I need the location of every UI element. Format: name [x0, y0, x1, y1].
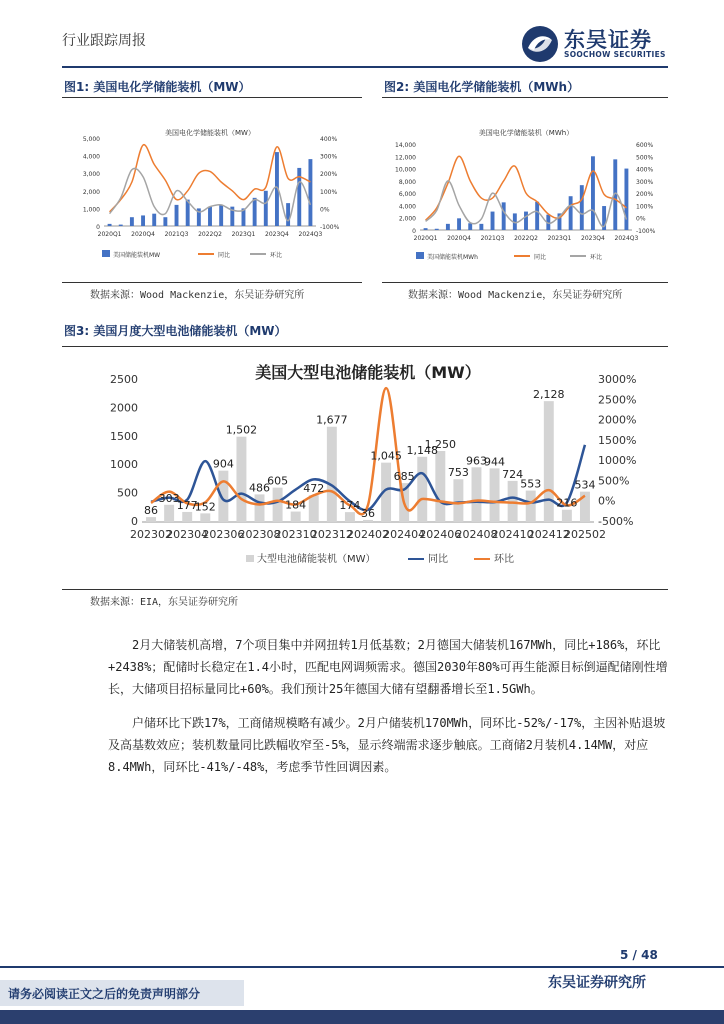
- y2-tick-label: 400%: [636, 166, 654, 174]
- paragraph-large-storage: 2月大储装机高增，7个项目集中并网扭转1月低基数；2月德国大储装机167MWh，同比+186%，环比+2438%；配储时长稳定在1.4小时，匹配电网调频需求。德国2030年80%可再生能源目标倒逼配储刚性增长，大储项目招标量同比+60%。我们预计25年德国大储有望翻番增长至1.5GWh。: [108, 638, 668, 696]
- x-tick-label: 2022Q2: [198, 231, 222, 238]
- y2-tick-label: 100%: [636, 203, 654, 211]
- bar: [591, 156, 595, 230]
- data-label: 303: [158, 491, 180, 505]
- legend-label: 美国储能装机MW: [113, 252, 161, 259]
- bar: [291, 512, 301, 522]
- x-tick-label: 2023Q1: [547, 235, 572, 242]
- y2-tick-label: 3000%: [598, 373, 637, 386]
- legend-swatch: [246, 555, 254, 562]
- x-tick-label: 2023Q1: [231, 231, 256, 238]
- x-tick-label: 2020Q4: [131, 231, 155, 238]
- y2-tick-label: 0%: [636, 215, 646, 223]
- x-tick-label: 202306: [202, 528, 245, 541]
- fig2-bottom-rule: [382, 282, 668, 283]
- data-label: 86: [144, 504, 159, 518]
- legend-label: 环比: [590, 254, 603, 261]
- bar: [108, 224, 112, 226]
- header-rule: [62, 66, 668, 68]
- x-tick-label: 202408: [455, 528, 498, 541]
- data-label: 605: [267, 474, 289, 488]
- bar: [141, 215, 145, 226]
- bar: [273, 488, 283, 522]
- data-label: 1,148: [406, 443, 438, 457]
- x-tick-label: 202406: [419, 528, 462, 541]
- page-number: 5 / 48: [620, 948, 658, 962]
- x-tick-label: 202304: [166, 528, 209, 541]
- paragraph-residential-storage: 户储环比下跌17%，工商储规模略有减少。2月户储装机170MWh，同环比-52%/-17%，主因补贴退坡及高基数效应；装机数量同比跌幅收窄至-5%，显示终端需求逐步触底。工商储2月装机4.14MW，对应8.4MWh，同环比-41%/-48%，考虑季节性回调因素。: [108, 716, 666, 774]
- footer-bar: [0, 1010, 724, 1024]
- bar: [502, 202, 506, 230]
- y2-tick-label: 200%: [320, 171, 338, 179]
- data-label: 724: [502, 467, 524, 481]
- y2-tick-label: 100%: [320, 188, 338, 196]
- fig1-bottom-rule: [62, 282, 362, 283]
- y-tick-label: 4,000: [398, 203, 416, 211]
- y2-tick-label: 2000%: [598, 413, 637, 427]
- data-label: 36: [361, 506, 375, 520]
- bar: [130, 217, 134, 226]
- bar: [253, 198, 257, 226]
- data-label: 963: [465, 454, 487, 468]
- bar: [219, 205, 223, 226]
- x-tick-label: 2020Q1: [413, 235, 438, 242]
- y-tick-label: 5,000: [82, 136, 100, 143]
- bar: [417, 457, 427, 522]
- y-tick-label: 8,000: [398, 178, 416, 186]
- y2-tick-label: 0%: [320, 206, 330, 214]
- logo-mark-icon: [520, 24, 560, 64]
- data-label: 174: [339, 499, 361, 513]
- y2-tick-label: 600%: [636, 142, 654, 149]
- y2-tick-label: 1500%: [598, 433, 637, 447]
- bar: [424, 228, 428, 230]
- bar: [435, 451, 445, 522]
- x-tick-label: 202404: [383, 528, 426, 541]
- chart-title: 美国大型电池储能装机（MW）: [255, 363, 481, 382]
- y-tick-label: 1000: [110, 458, 138, 472]
- bar: [200, 513, 210, 522]
- bar: [286, 203, 290, 226]
- bar: [236, 437, 246, 522]
- fig2-label: 图2:: [384, 80, 410, 94]
- fig1-label: 图1:: [64, 80, 90, 94]
- fig3-title: [64, 322, 287, 339]
- legend-swatch: [102, 250, 110, 257]
- x-tick-label: 202410: [491, 528, 534, 541]
- bar: [146, 517, 156, 522]
- x-tick-label: 2023Q4: [265, 231, 289, 238]
- bar: [435, 229, 439, 230]
- chart-us-storage-mwh: [382, 110, 672, 280]
- fig3-label: 图3:: [64, 324, 90, 338]
- y2-tick-label: 0%: [598, 494, 616, 508]
- logo-text-cn: 东吴证券: [564, 28, 652, 52]
- bar: [580, 185, 584, 230]
- x-tick-label: 2021Q3: [480, 235, 505, 242]
- y2-tick-label: -100%: [636, 228, 656, 235]
- bar: [208, 207, 212, 226]
- data-label: 472: [303, 482, 325, 496]
- chart-title: 美国电化学储能装机（MW）: [165, 129, 255, 137]
- fig2-title-text: 美国电化学储能装机（MWh）: [413, 80, 580, 94]
- x-tick-label: 202312: [310, 528, 353, 541]
- footer-disclaimer: 请务必阅读正文之后的免责声明部分: [8, 987, 201, 1001]
- y2-tick-label: 500%: [598, 474, 630, 488]
- data-label: 1,502: [225, 423, 258, 437]
- legend-label: 同比: [218, 252, 231, 259]
- y-tick-label: 1,000: [82, 206, 100, 214]
- y-tick-label: 12,000: [395, 154, 416, 162]
- bar: [264, 191, 268, 226]
- legend-label: 环比: [270, 252, 283, 259]
- bar: [175, 205, 179, 226]
- legend-label: 同比: [534, 254, 547, 261]
- x-tick-label: 202310: [274, 528, 317, 541]
- chart-us-storage-mw: [62, 110, 362, 280]
- x-tick-label: 202302: [130, 528, 173, 541]
- bar: [479, 224, 483, 230]
- bar: [363, 520, 373, 522]
- fig3-source: 数据来源：EIA，东吴证券研究所: [90, 597, 239, 608]
- y-tick-label: 10,000: [395, 166, 416, 174]
- chart-us-monthly-large-battery: [80, 356, 670, 576]
- data-label: 1,250: [424, 438, 457, 451]
- y-tick-label: 6,000: [398, 191, 416, 199]
- bar: [163, 217, 167, 226]
- legend-label: 环比: [494, 554, 514, 565]
- y2-tick-label: 400%: [320, 136, 338, 143]
- fig2-source: 数据来源：Wood Mackenzie，东吴证券研究所: [408, 290, 623, 301]
- fig2-title-rule: [382, 97, 668, 98]
- y-tick-label: 4,000: [82, 153, 100, 161]
- data-label: 553: [520, 477, 542, 491]
- y-tick-label: 2000: [110, 401, 138, 415]
- data-label: 944: [484, 455, 506, 469]
- y-tick-label: 2,000: [82, 188, 100, 196]
- series-line: [110, 145, 311, 212]
- bar: [544, 401, 554, 522]
- x-tick-label: 202412: [527, 528, 570, 541]
- y2-tick-label: -500%: [598, 515, 634, 528]
- y2-tick-label: -100%: [320, 224, 340, 231]
- x-tick-label: 2024Q3: [614, 235, 639, 242]
- fig3-title-text: 美国月度大型电池储能装机（MW）: [93, 324, 287, 338]
- y2-tick-label: 500%: [636, 154, 654, 162]
- bar: [182, 512, 192, 522]
- chart-title: 美国电化学储能装机（MWh）: [478, 129, 574, 137]
- fig1-title: [64, 78, 251, 95]
- y2-tick-label: 1000%: [598, 454, 637, 468]
- y2-tick-label: 2500%: [598, 393, 637, 407]
- footer-company: 东吴证券研究所: [548, 975, 646, 991]
- x-tick-label: 2020Q4: [447, 235, 471, 242]
- bar: [308, 159, 312, 226]
- bar: [309, 495, 319, 522]
- series-line: [151, 388, 585, 514]
- y-tick-label: 14,000: [395, 142, 416, 149]
- bar: [524, 212, 528, 230]
- bar: [345, 512, 355, 522]
- fig2-title: [384, 78, 579, 95]
- x-tick-label: 202402: [347, 528, 389, 541]
- bar: [327, 427, 337, 522]
- fig3-bottom-rule: [62, 589, 668, 590]
- footer-rule: [0, 966, 724, 968]
- y2-tick-label: 300%: [636, 178, 654, 186]
- data-label: 1,677: [316, 413, 348, 427]
- company-logo: [520, 24, 680, 64]
- x-tick-label: 2021Q3: [164, 231, 189, 238]
- bar: [491, 212, 495, 230]
- data-label: 1,045: [370, 449, 402, 463]
- y-tick-label: 3,000: [82, 171, 100, 179]
- report-category: 行业跟踪周报: [62, 33, 146, 49]
- y-tick-label: 0: [412, 228, 416, 235]
- bar: [490, 468, 500, 522]
- fig1-title-text: 美国电化学储能装机（MW）: [93, 80, 251, 94]
- bar: [535, 202, 539, 230]
- bar: [453, 479, 463, 522]
- x-tick-label: 2022Q2: [514, 235, 538, 242]
- y-tick-label: 1500: [110, 429, 138, 443]
- data-label: 753: [447, 466, 469, 480]
- series-line: [426, 156, 627, 220]
- bar: [472, 467, 482, 522]
- bar: [119, 225, 123, 226]
- data-label: 177: [176, 498, 198, 512]
- bar: [255, 494, 265, 522]
- data-label: 216: [556, 496, 578, 510]
- data-label: 184: [285, 498, 307, 512]
- y2-tick-label: 300%: [320, 153, 338, 161]
- logo-text-en: SOOCHOW SECURITIES: [564, 50, 666, 59]
- body-text: [108, 634, 674, 778]
- y-tick-label: 2500: [110, 373, 138, 386]
- fig1-title-rule: [62, 97, 362, 98]
- x-tick-label: 2024Q3: [298, 231, 323, 238]
- bar: [569, 196, 573, 230]
- fig3-title-rule: [62, 346, 668, 347]
- fig1-source: 数据来源：Wood Mackenzie，东吴证券研究所: [90, 290, 305, 301]
- y-tick-label: 0: [131, 515, 138, 528]
- legend-label: 同比: [428, 554, 448, 565]
- y-tick-label: 0: [96, 224, 100, 231]
- x-tick-label: 2020Q1: [97, 231, 122, 238]
- bar: [446, 224, 450, 230]
- data-label: 486: [249, 481, 271, 495]
- data-label: 534: [574, 478, 596, 492]
- bar: [164, 505, 174, 522]
- data-label: 2,128: [533, 388, 565, 402]
- data-label: 152: [194, 500, 216, 514]
- bar: [624, 169, 628, 230]
- x-tick-label: 202502: [563, 528, 606, 541]
- legend-swatch: [416, 252, 424, 259]
- y2-tick-label: 200%: [636, 191, 654, 199]
- y-tick-label: 2,000: [398, 215, 416, 223]
- legend-label: 大型电池储能装机（MW）: [257, 554, 376, 565]
- data-label: 904: [212, 457, 234, 471]
- y-tick-label: 500: [117, 486, 138, 500]
- bar: [562, 510, 572, 522]
- x-tick-label: 2023Q4: [581, 235, 605, 242]
- bar: [526, 491, 536, 522]
- footer-disclaimer-box: [0, 980, 244, 1006]
- bar: [457, 218, 461, 230]
- bar: [468, 223, 472, 230]
- x-tick-label: 202308: [238, 528, 281, 541]
- data-label: 685: [393, 470, 415, 484]
- legend-label: 美国储能装机MWh: [427, 254, 478, 261]
- bar: [152, 214, 156, 226]
